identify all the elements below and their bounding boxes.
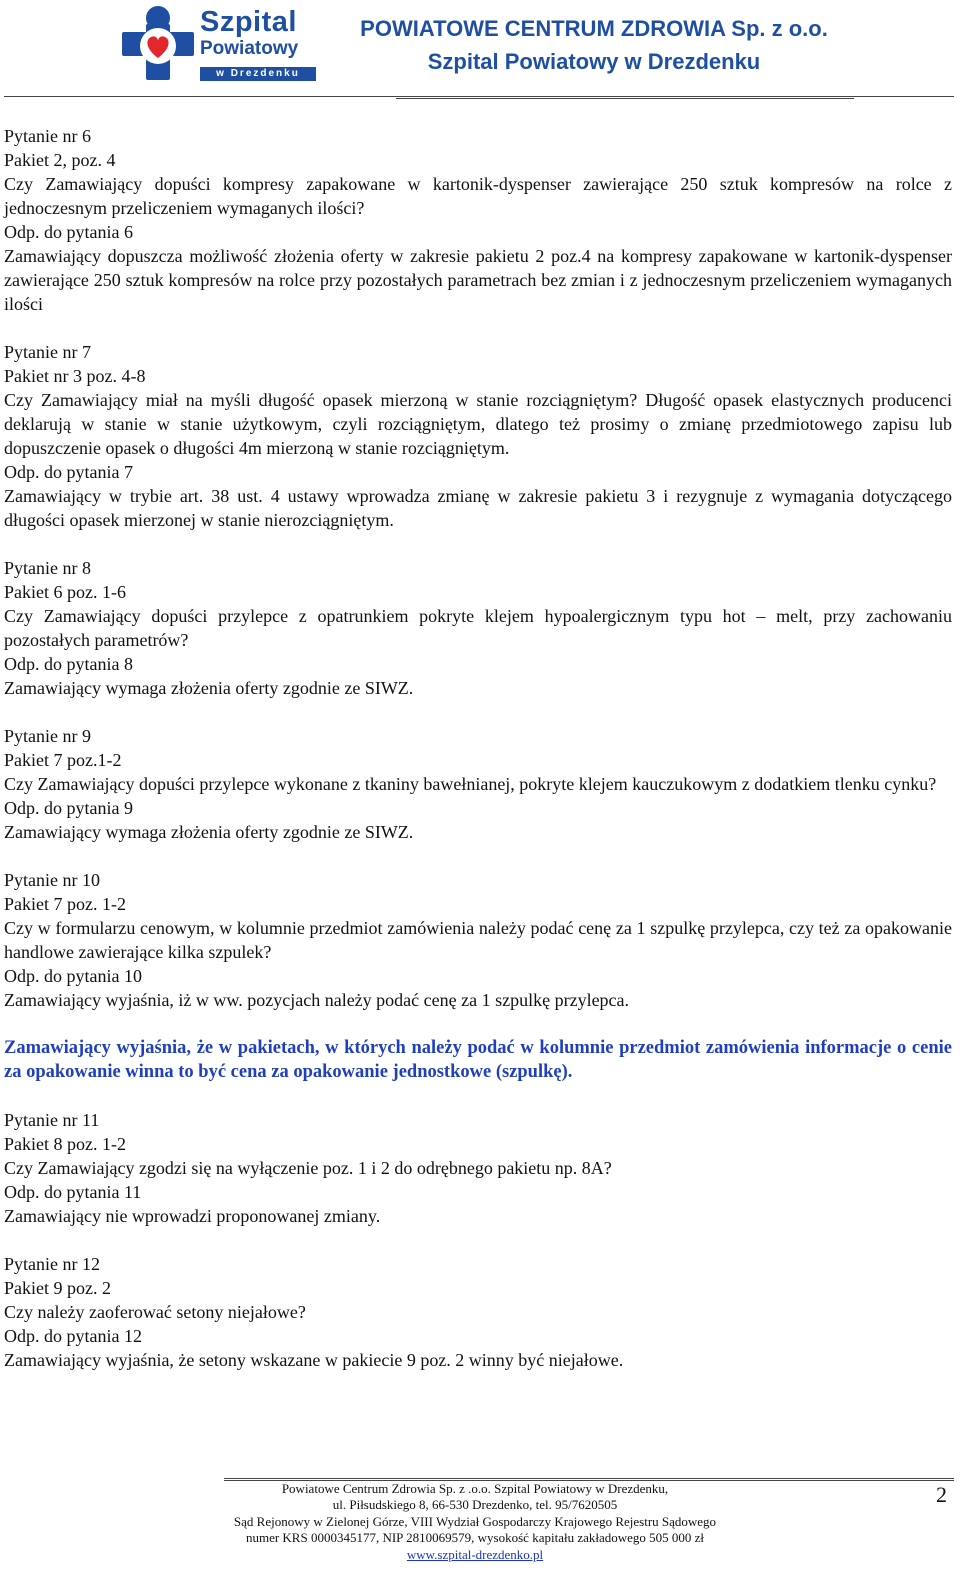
answer-text: Zamawiający wyjaśnia, iż w ww. pozycjach należy podać cenę za 1 szpulkę przylepca. <box>4 990 630 1010</box>
qa-block-6 <box>4 124 952 316</box>
qa-block-7 <box>4 340 952 532</box>
logo-line-1: Szpital <box>200 6 297 38</box>
question-text: Czy należy zaoferować setony niejałowe? <box>4 1302 306 1322</box>
organization-line-2: Szpital Powiatowy w Drezdenku <box>427 49 761 74</box>
header-divider-secondary <box>396 98 854 99</box>
question-text: Czy Zamawiający dopuści przylepce z opatrunkiem pokryte klejem hypoalergicznym typu hot – melt, przy zachowaniu pozostałych parametrów? <box>4 606 952 650</box>
question-number: Pytanie nr 6 <box>4 126 91 146</box>
page-header <box>0 0 960 104</box>
answer-label: Odp. do pytania 11 <box>4 1182 142 1202</box>
question-text: Czy Zamawiający dopuści kompresy zapakowane w kartonik-dyspenser zawierające 250 sztuk kompresów na rolce z jednoczesnym przeliczeniem wymaganych ilości? <box>4 174 952 218</box>
footer-line-4: numer KRS 0000345177, NIP 2810069579, wysokość kapitału zakładowego 505 000 zł <box>245 1530 705 1546</box>
website-link[interactable]: www.szpital-drezdenko.pl <box>406 1546 544 1562</box>
package-reference: Pakiet 8 poz. 1-2 <box>4 1134 126 1154</box>
question-number: Pytanie nr 7 <box>4 342 91 362</box>
header-divider <box>4 96 954 97</box>
answer-label: Odp. do pytania 9 <box>4 798 133 818</box>
answer-label: Odp. do pytania 10 <box>4 966 142 986</box>
answer-text: Zamawiający nie wprowadzi proponowanej zmiany. <box>4 1206 381 1226</box>
package-reference: Pakiet 7 poz.1-2 <box>4 750 122 770</box>
answer-label: Odp. do pytania 8 <box>4 654 133 674</box>
answer-label: Odp. do pytania 12 <box>4 1326 142 1346</box>
answer-text: Zamawiający wymaga złożenia oferty zgodnie ze SIWZ. <box>4 678 414 698</box>
answer-label: Odp. do pytania 6 <box>4 222 133 242</box>
question-text: Czy Zamawiający zgodzi się na wyłączenie poz. 1 i 2 do odrębnego pakietu np. 8A? <box>4 1158 612 1178</box>
qa-block-11 <box>4 1108 952 1228</box>
question-number: Pytanie nr 10 <box>4 870 100 890</box>
question-number: Pytanie nr 12 <box>4 1254 100 1274</box>
package-reference: Pakiet 6 poz. 1-6 <box>4 582 126 602</box>
page-number: 2 <box>936 1482 947 1507</box>
organization-name <box>344 16 844 76</box>
logo-line-2: Powiatowy <box>200 38 299 59</box>
qa-block-12 <box>4 1252 952 1372</box>
package-reference: Pakiet 7 poz. 1-2 <box>4 894 126 914</box>
question-number: Pytanie nr 9 <box>4 726 91 746</box>
question-text: Czy Zamawiający dopuści przylepce wykonane z tkaniny bawełnianej, pokryte klejem kauczukowym z dodatkiem tlenku cynku? <box>4 774 937 794</box>
package-reference: Pakiet 2, poz. 4 <box>4 150 116 170</box>
qa-block-10 <box>4 868 952 1012</box>
question-number: Pytanie nr 8 <box>4 558 91 578</box>
answer-text: Zamawiający wyjaśnia, że setony wskazane w pakiecie 9 poz. 2 winny być niejałowe. <box>4 1350 624 1370</box>
question-text: Czy Zamawiający miał na myśli długość opasek mierzoną w stanie rozciągniętym? Długość opasek elastycznych producenci deklarują w stanie w stanie użytkowym, czyli rozciągniętym, dlatego też prosimy o zmianę przedmiotowego zapisu lub dopuszczenie opasek o długości 4m mierzoną w stanie rozciągniętym. <box>4 390 952 458</box>
footer-line-1: Powiatowe Centrum Zdrowia Sp. z .o.o. Szpital Powiatowy w Drezdenku, <box>281 1481 669 1496</box>
footer-line-2: ul. Piłsudskiego 8, 66-530 Drezdenko, tel. 95/7620505 <box>332 1497 618 1513</box>
question-number: Pytanie nr 11 <box>4 1110 100 1130</box>
qa-block-9 <box>4 724 952 844</box>
answer-text: Zamawiający dopuszcza możliwość złożenia oferty w zakresie pakietu 2 poz.4 na kompresy zapakowane w kartonik-dyspenser zawierające 250 sztuk kompresów na rolce przy pozostałych parametrach bez zmian i z jednoczesnym przeliczeniem wymaganych ilości <box>4 246 952 314</box>
qa-block-8 <box>4 556 952 700</box>
logo-wordmark <box>200 8 298 58</box>
logo-town: w Drezdenku <box>200 67 316 81</box>
cross-heart-logo-icon <box>120 4 196 80</box>
footer-line-3: Sąd Rejonowy w Zielonej Górze, VIII Wydział Gospodarczy Krajowego Rejestru Sądowego <box>233 1513 717 1529</box>
package-reference: Pakiet nr 3 poz. 4-8 <box>4 366 146 386</box>
footer-divider <box>224 1478 954 1479</box>
answer-label: Odp. do pytania 7 <box>4 462 133 482</box>
hospital-logo <box>120 4 320 80</box>
answer-text: Zamawiający wymaga złożenia oferty zgodnie ze SIWZ. <box>4 822 414 842</box>
organization-line-1: POWIATOWE CENTRUM ZDROWIA Sp. z o.o. <box>360 16 828 41</box>
package-reference: Pakiet 9 poz. 2 <box>4 1278 111 1298</box>
document-body <box>4 124 952 1396</box>
clarification-note: Zamawiający wyjaśnia, że w pakietach, w których należy podać w kolumnie przedmiot zamówienia informacje o cenie za opakowanie winna to być cena za opakowanie jednostkowe (szpulkę). <box>4 1038 952 1082</box>
answer-text: Zamawiający w trybie art. 38 ust. 4 ustawy wprowadza zmianę w zakresie pakietu 3 i rezygnuje z wymagania dotyczącego długości opasek mierzonej w stanie nierozciągniętym. <box>4 486 952 530</box>
page-footer <box>190 1481 760 1563</box>
question-text: Czy w formularzu cenowym, w kolumnie przedmiot zamówienia należy podać cenę za 1 szpulkę przylepca, czy też za opakowanie handlowe zawierające kilka szpulek? <box>4 918 952 962</box>
